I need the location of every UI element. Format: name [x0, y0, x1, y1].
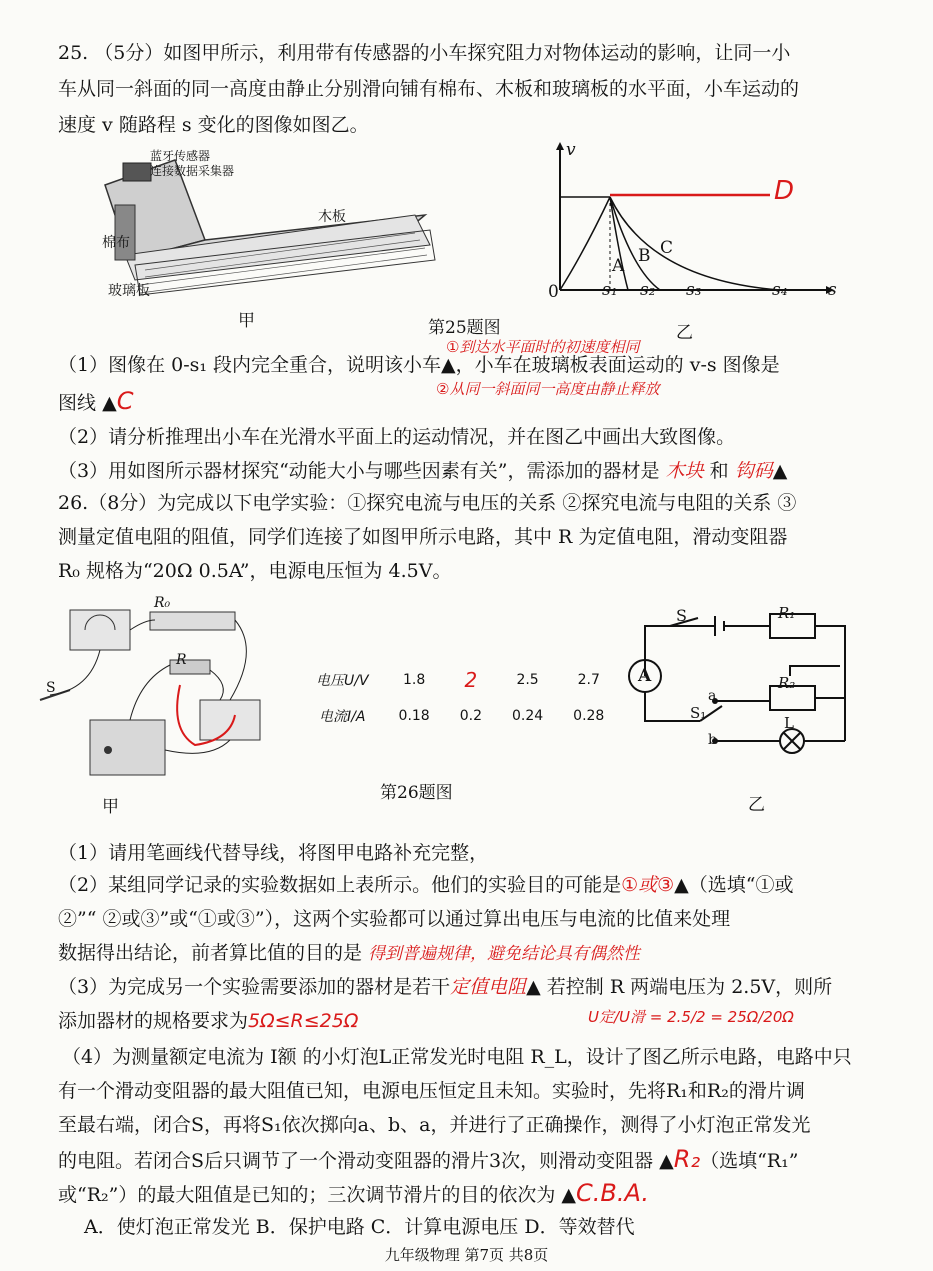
- ammeter-icon: A: [638, 666, 652, 686]
- axis-origin-label: 0: [548, 282, 559, 302]
- q25-p1-text-a: （1）图像在 0-s₁ 段内完全重合，说明该小车: [58, 354, 442, 376]
- fig26-label-r0: R₀: [154, 595, 171, 611]
- tick-s4: s₄: [772, 280, 788, 300]
- q25-intro-line3: 速度 v 随路程 s 变化的图像如图乙。: [58, 114, 369, 136]
- blank-mark: ▲: [526, 976, 541, 998]
- q25-p1-handwritten-b: ②从同一斜面同一高度由静止释放: [436, 380, 660, 398]
- fig25-jia-apparatus: [95, 145, 445, 335]
- q26-p2-text-d: 数据得出结论，前者算比值的目的是: [58, 942, 363, 964]
- tick-s1: s₁: [602, 280, 618, 300]
- q26-p1-text: （1）请用笔画线代替导线，将图甲电路补充完整，: [58, 842, 489, 864]
- curve-d-label: D: [774, 176, 795, 206]
- blank-mark: ▲: [674, 874, 689, 896]
- fig26-yi-label-a: a: [708, 688, 717, 704]
- label-glass: 玻璃板: [108, 283, 150, 299]
- fig26-yi-label-r1: R₁: [778, 604, 796, 622]
- tick-s2: s₂: [640, 280, 656, 300]
- blank-mark: ▲: [441, 354, 456, 376]
- q25-p3-text-a: （3）用如图所示器材探究“动能大小与哪些因素有关”，需添加的器材是: [58, 460, 660, 482]
- table-cell: 0.2: [459, 708, 482, 724]
- fig26-label-r: R: [176, 652, 187, 668]
- table-cell: 0.24: [511, 708, 544, 724]
- blank-mark: ▲: [659, 1150, 674, 1172]
- q26-intro-line2: 测量定值电阻的阻值，同学们连接了如图甲所示电路，其中 R 为定值电阻，滑动变阻器: [58, 526, 788, 548]
- q26-p3-text-a: （3）为完成另一个实验需要添加的器材是若干: [58, 976, 451, 998]
- q26-p2-handwritten-a: ①或③: [621, 874, 675, 896]
- q25-p3-text-b: 和: [709, 460, 729, 482]
- table-cell: 0.28: [573, 708, 605, 724]
- q25-p1-text-b: ，小车在玻璃板表面运动的 v-s 图像是: [455, 354, 780, 376]
- q26-p3-text-b: 若控制 R 两端电压为 2.5V，则所: [546, 976, 833, 998]
- label-sensor2: 连接数据采集器: [150, 164, 235, 178]
- q26-p4-line3: 至最右端，闭合S，再将S₁依次掷向a、b、a，并进行了正确操作，测得了小灯泡正常发光: [58, 1114, 811, 1136]
- curve-b-label: B: [638, 246, 651, 266]
- table-cell: 0.18: [398, 708, 430, 724]
- q25-intro-line2: 车从同一斜面的同一高度由静止分别滑向铺有棉布、木板和玻璃板的水平面，小车运动的: [58, 78, 800, 100]
- q26-p3-handwritten-b: 5Ω≤R≤25Ω: [248, 1010, 359, 1032]
- axis-v-label: v: [566, 140, 576, 160]
- page-footer: 九年级物理 第7页 共8页: [384, 1246, 549, 1264]
- fig26-yi-label-b: b: [708, 732, 717, 748]
- q26-p3-handwritten-calc: U定/U滑 = 2.5/2 = 25Ω/20Ω: [588, 1008, 794, 1026]
- curve-a-label: A: [612, 256, 625, 276]
- table-row: [302, 662, 618, 698]
- fig26-yi-label-r2: R₂: [778, 674, 796, 692]
- fig25-jia-caption: 甲: [238, 311, 255, 331]
- q25-p3-handwritten-a: 木块: [665, 460, 704, 482]
- fig26-yi-label-s1: S₁: [690, 704, 707, 722]
- q26-p2-text-c: ②”“ ②或③”或“①或③”），这两个实验都可以通过算出电压与电流的比值来处理: [58, 908, 731, 930]
- fig26-jia-caption: 甲: [102, 797, 119, 817]
- q26-p4-line4-tail: （选填“R₁”: [700, 1150, 799, 1172]
- table-row: [302, 700, 618, 732]
- fig26-jia-circuit: [30, 590, 280, 790]
- q25-p1-handwritten-a: ①到达水平面时的初速度相同: [446, 338, 640, 356]
- table-cell: 1.8: [403, 672, 426, 688]
- q26-p4-line2: 有一个滑动变阻器的最大阻值已知，电源电压恒定且未知。实验时，先将R₁和R₂的滑片调: [58, 1080, 805, 1102]
- q26-p2-text-b: （选填“①或: [688, 874, 794, 896]
- blank-mark: ▲: [102, 392, 117, 414]
- blank-mark: ▲: [561, 1184, 577, 1206]
- q26-p4-handwritten-a: R₂: [673, 1145, 701, 1173]
- blank-mark: ▲: [772, 460, 788, 482]
- q26-p4-line1: （4）为测量额定电流为 I额 的小灯泡L正常发光时电阻 R_L，设计了图乙所示电路，电路中只: [62, 1046, 852, 1068]
- fig25-yi-caption: 乙: [676, 323, 693, 343]
- table-cell: 2.7: [577, 672, 600, 688]
- q25-p2-text: （2）请分析推理出小车在光滑水平面上的运动情况，并在图乙中画出大致图像。: [58, 426, 736, 448]
- fig26-caption: 第26题图: [380, 783, 453, 803]
- label-sensor1: 蓝牙传感器: [150, 149, 211, 163]
- q26-p4-options: A．使灯泡正常发光 B．保护电路 C．计算电源电压 D．等效替代: [84, 1216, 635, 1238]
- q26-p3-handwritten-a: 定值电阻: [450, 976, 527, 998]
- q26-p2-handwritten-b: 得到普遍规律，避免结论具有偶然性: [368, 944, 641, 964]
- curve-c-label: C: [660, 238, 674, 258]
- q26-p2-text-a: （2）某组同学记录的实验数据如上表所示。他们的实验目的可能是: [58, 874, 622, 896]
- fig26-yi-circuit: [620, 596, 860, 776]
- fig26-label-s: S: [46, 680, 56, 696]
- q26-intro-line1: 26.（8分）为完成以下电学实验：①探究电流与电压的关系 ②探究电流与电阻的关系 ③: [58, 492, 797, 514]
- axis-s-label: s: [828, 280, 837, 300]
- table-cell: 2: [464, 668, 478, 692]
- table-cell: 电压U/V: [316, 673, 369, 689]
- table-cell: 2.5: [516, 672, 539, 688]
- tick-s3: s₃: [686, 280, 702, 300]
- q26-intro-line3: R₀ 规格为“20Ω 0.5A”，电源电压恒为 4.5V。: [58, 560, 452, 582]
- q25-p1-text-c: 图线: [58, 392, 97, 414]
- q25-p3-handwritten-b: 钩码: [734, 460, 773, 482]
- q25-p1-handwritten-c: C: [116, 387, 134, 415]
- q25-intro-line1: 25. （5分）如图甲所示，利用带有传感器的小车探究阻力对物体运动的影响，让同一小: [58, 42, 791, 64]
- label-cotton: 棉布: [102, 235, 130, 251]
- fig26-yi-caption: 乙: [748, 795, 765, 815]
- fig26-yi-label-l: L: [784, 714, 794, 732]
- q26-p4-handwritten-b: C.B.A.: [576, 1179, 650, 1207]
- q26-p4-line5: 或“R₂”）的最大阻值是已知的；三次调节滑片的目的依次为: [58, 1184, 556, 1206]
- q26-p4-line4: 的电阻。若闭合S后只调节了一个滑动变阻器的滑片3次，则滑动变阻器: [58, 1150, 654, 1172]
- table-cell: 电流I/A: [319, 709, 366, 725]
- q26-p3-text-c: 添加器材的规格要求为: [58, 1010, 249, 1032]
- label-wood: 木板: [318, 209, 346, 225]
- q26-data-table: [300, 660, 620, 734]
- fig25-caption: 第25题图: [428, 318, 501, 338]
- fig26-yi-label-s: S: [676, 606, 687, 625]
